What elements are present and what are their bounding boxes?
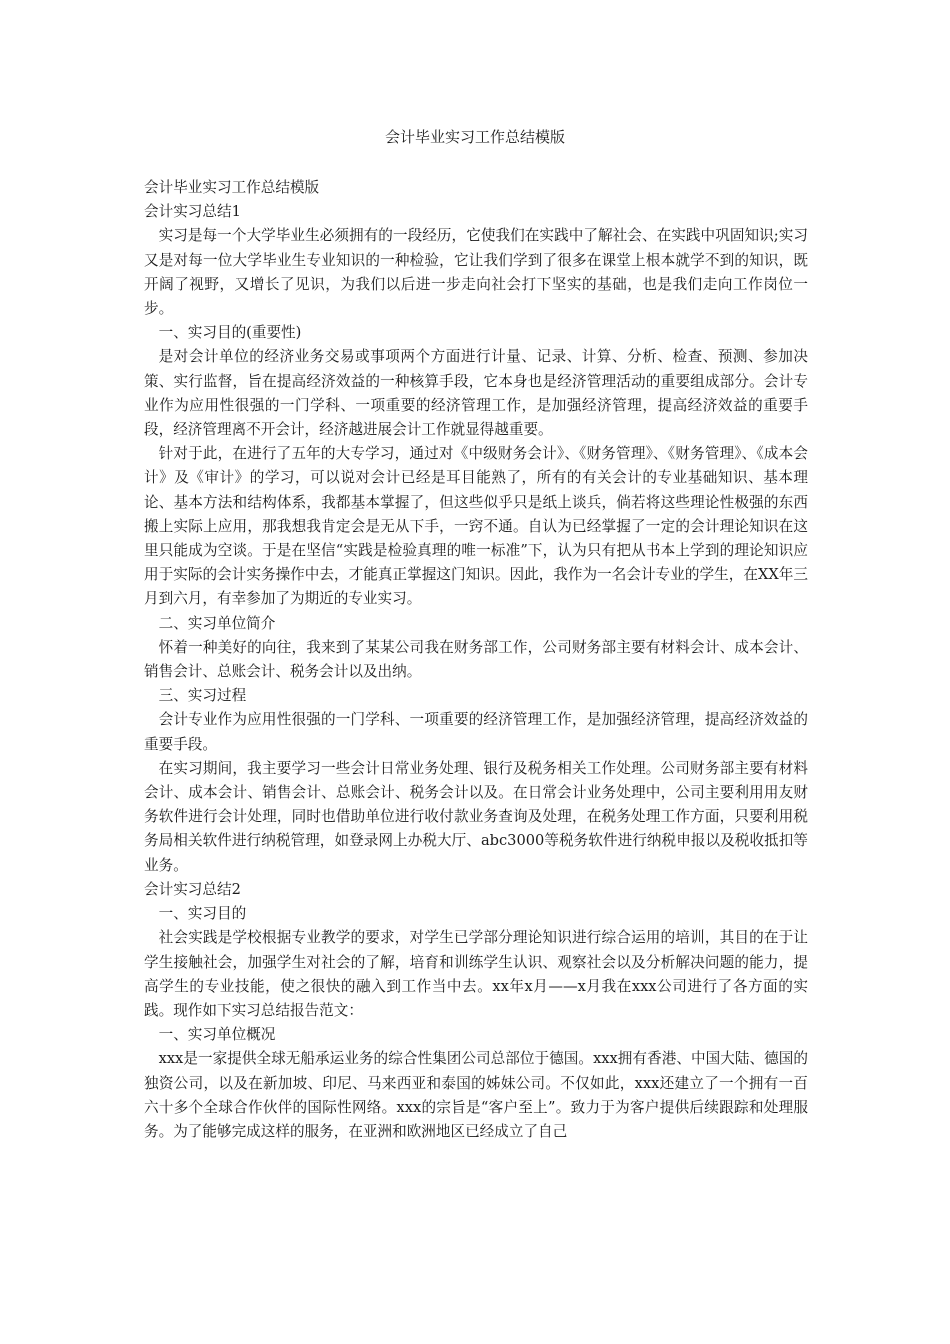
- subsection-heading: 一、实习目的(重要性): [158, 324, 302, 342]
- document-body: [144, 176, 808, 1144]
- document-title: 会计毕业实习工作总结模版: [384, 128, 565, 146]
- body-paragraph: 针对于此，在进行了五年的大专学习，通过对《中级财务会计》、《财务管理》、《财务管理》、《成本会计》及《审计》的学习，可以说对会计已经是耳目能熟了，所有的有关会计的专业基础知识、基本理论、基本方法和结构体系，我都基本掌握了，但这些似乎只是纸上谈兵，倘若将这些理论性极强的东西搬上实际上应用，那我想我肯定会是无从下手，一窍不通。自认为已经掌握了一定的会计理论知识在这里只能成为空谈。于是在坚信“实践是检验真理的唯一标准”下，认为只有把从书本上学到的理论知识应用于实际的会计实务操作中去，才能真正掌握这门知识。因此，我作为一名会计专业的学生，在XX年三月到六月，有幸参加了为期近的专业实习。: [144, 445, 808, 608]
- subsection-heading: 二、实习单位简介: [158, 614, 276, 632]
- body-paragraph: xxx是一家提供全球无船承运业务的综合性集团公司总部位于德国。xxx拥有香港、中国大陆、德国的独资公司，以及在新加坡、印尼、马来西亚和泰国的姊妹公司。不仅如此，xxx还建立了一个拥有一百六十多个全球合作伙伴的国际性网络。xxx的宗旨是“客户至上”。致力于为客户提供后续跟踪和处理服务。为了能够完成这样的服务，在亚洲和欧洲地区已经成立了自己: [144, 1050, 808, 1140]
- body-paragraph: 在实习期间，我主要学习一些会计日常业务处理、银行及税务相关工作处理。公司财务部主要有材料会计、成本会计、销售会计、总账会计、税务会计以及。在日常会计业务处理中，公司主要利用用友财务软件进行会计处理，同时也借助单位进行收付款业务查询及处理，在税务处理工作方面，只要利用税务局相关软件进行纳税管理，如登录网上办税大厅、abc3000等税务软件进行纳税申报以及税收抵扣等业务。: [144, 759, 808, 874]
- subsection-heading: 一、实习目的: [158, 905, 247, 923]
- body-paragraph: 社会实践是学校根据专业教学的要求，对学生已学部分理论知识进行综合运用的培训，其目的在于让学生接触社会，加强学生对社会的了解，培育和训练学生认识、观察社会以及分析解决问题的能力，提高学生的专业技能，使之很快的融入到工作当中去。xx年x月——x月我在xxx公司进行了各方面的实践。现作如下实习总结报告范文：: [144, 929, 808, 1019]
- body-paragraph: 实习是每一个大学毕业生必须拥有的一段经历，它使我们在实践中了解社会、在实践中巩固知识;实习又是对每一位大学毕业生专业知识的一种检验，它让我们学到了很多在课堂上根本就学不到的知识，既开阔了视野，又增长了见识，为我们以后进一步走向社会打下坚实的基础，也是我们走向工作岗位一步。: [144, 227, 808, 318]
- body-paragraph: 是对会计单位的经济业务交易或事项两个方面进行计量、记录、计算、分析、检查、预测、参加决策、实行监督，旨在提高经济效益的一种核算手段，它本身也是经济管理活动的重要组成部分。会计专业作为应用性很强的一门学科、一项重要的经济管理工作，是加强经济管理，提高经济效益的重要手段，经济管理离不开会计，经济越进展会计工作就显得越重要。: [144, 348, 808, 439]
- section-heading: 会计实习总结1: [144, 203, 241, 221]
- subsection-heading: 一、实习单位概况: [158, 1026, 276, 1044]
- section-heading: 会计实习总结2: [144, 880, 241, 898]
- body-paragraph: 怀着一种美好的向往，我来到了某某公司我在财务部工作，公司财务部主要有材料会计、成本会计、销售会计、总账会计、税务会计以及出纳。: [144, 638, 808, 681]
- body-paragraph: 会计毕业实习工作总结模版: [144, 179, 320, 196]
- subsection-heading: 三、实习过程: [158, 687, 247, 705]
- body-paragraph: 会计专业作为应用性很强的一门学科、一项重要的经济管理工作，是加强经济管理，提高经济效益的重要手段。: [144, 711, 808, 753]
